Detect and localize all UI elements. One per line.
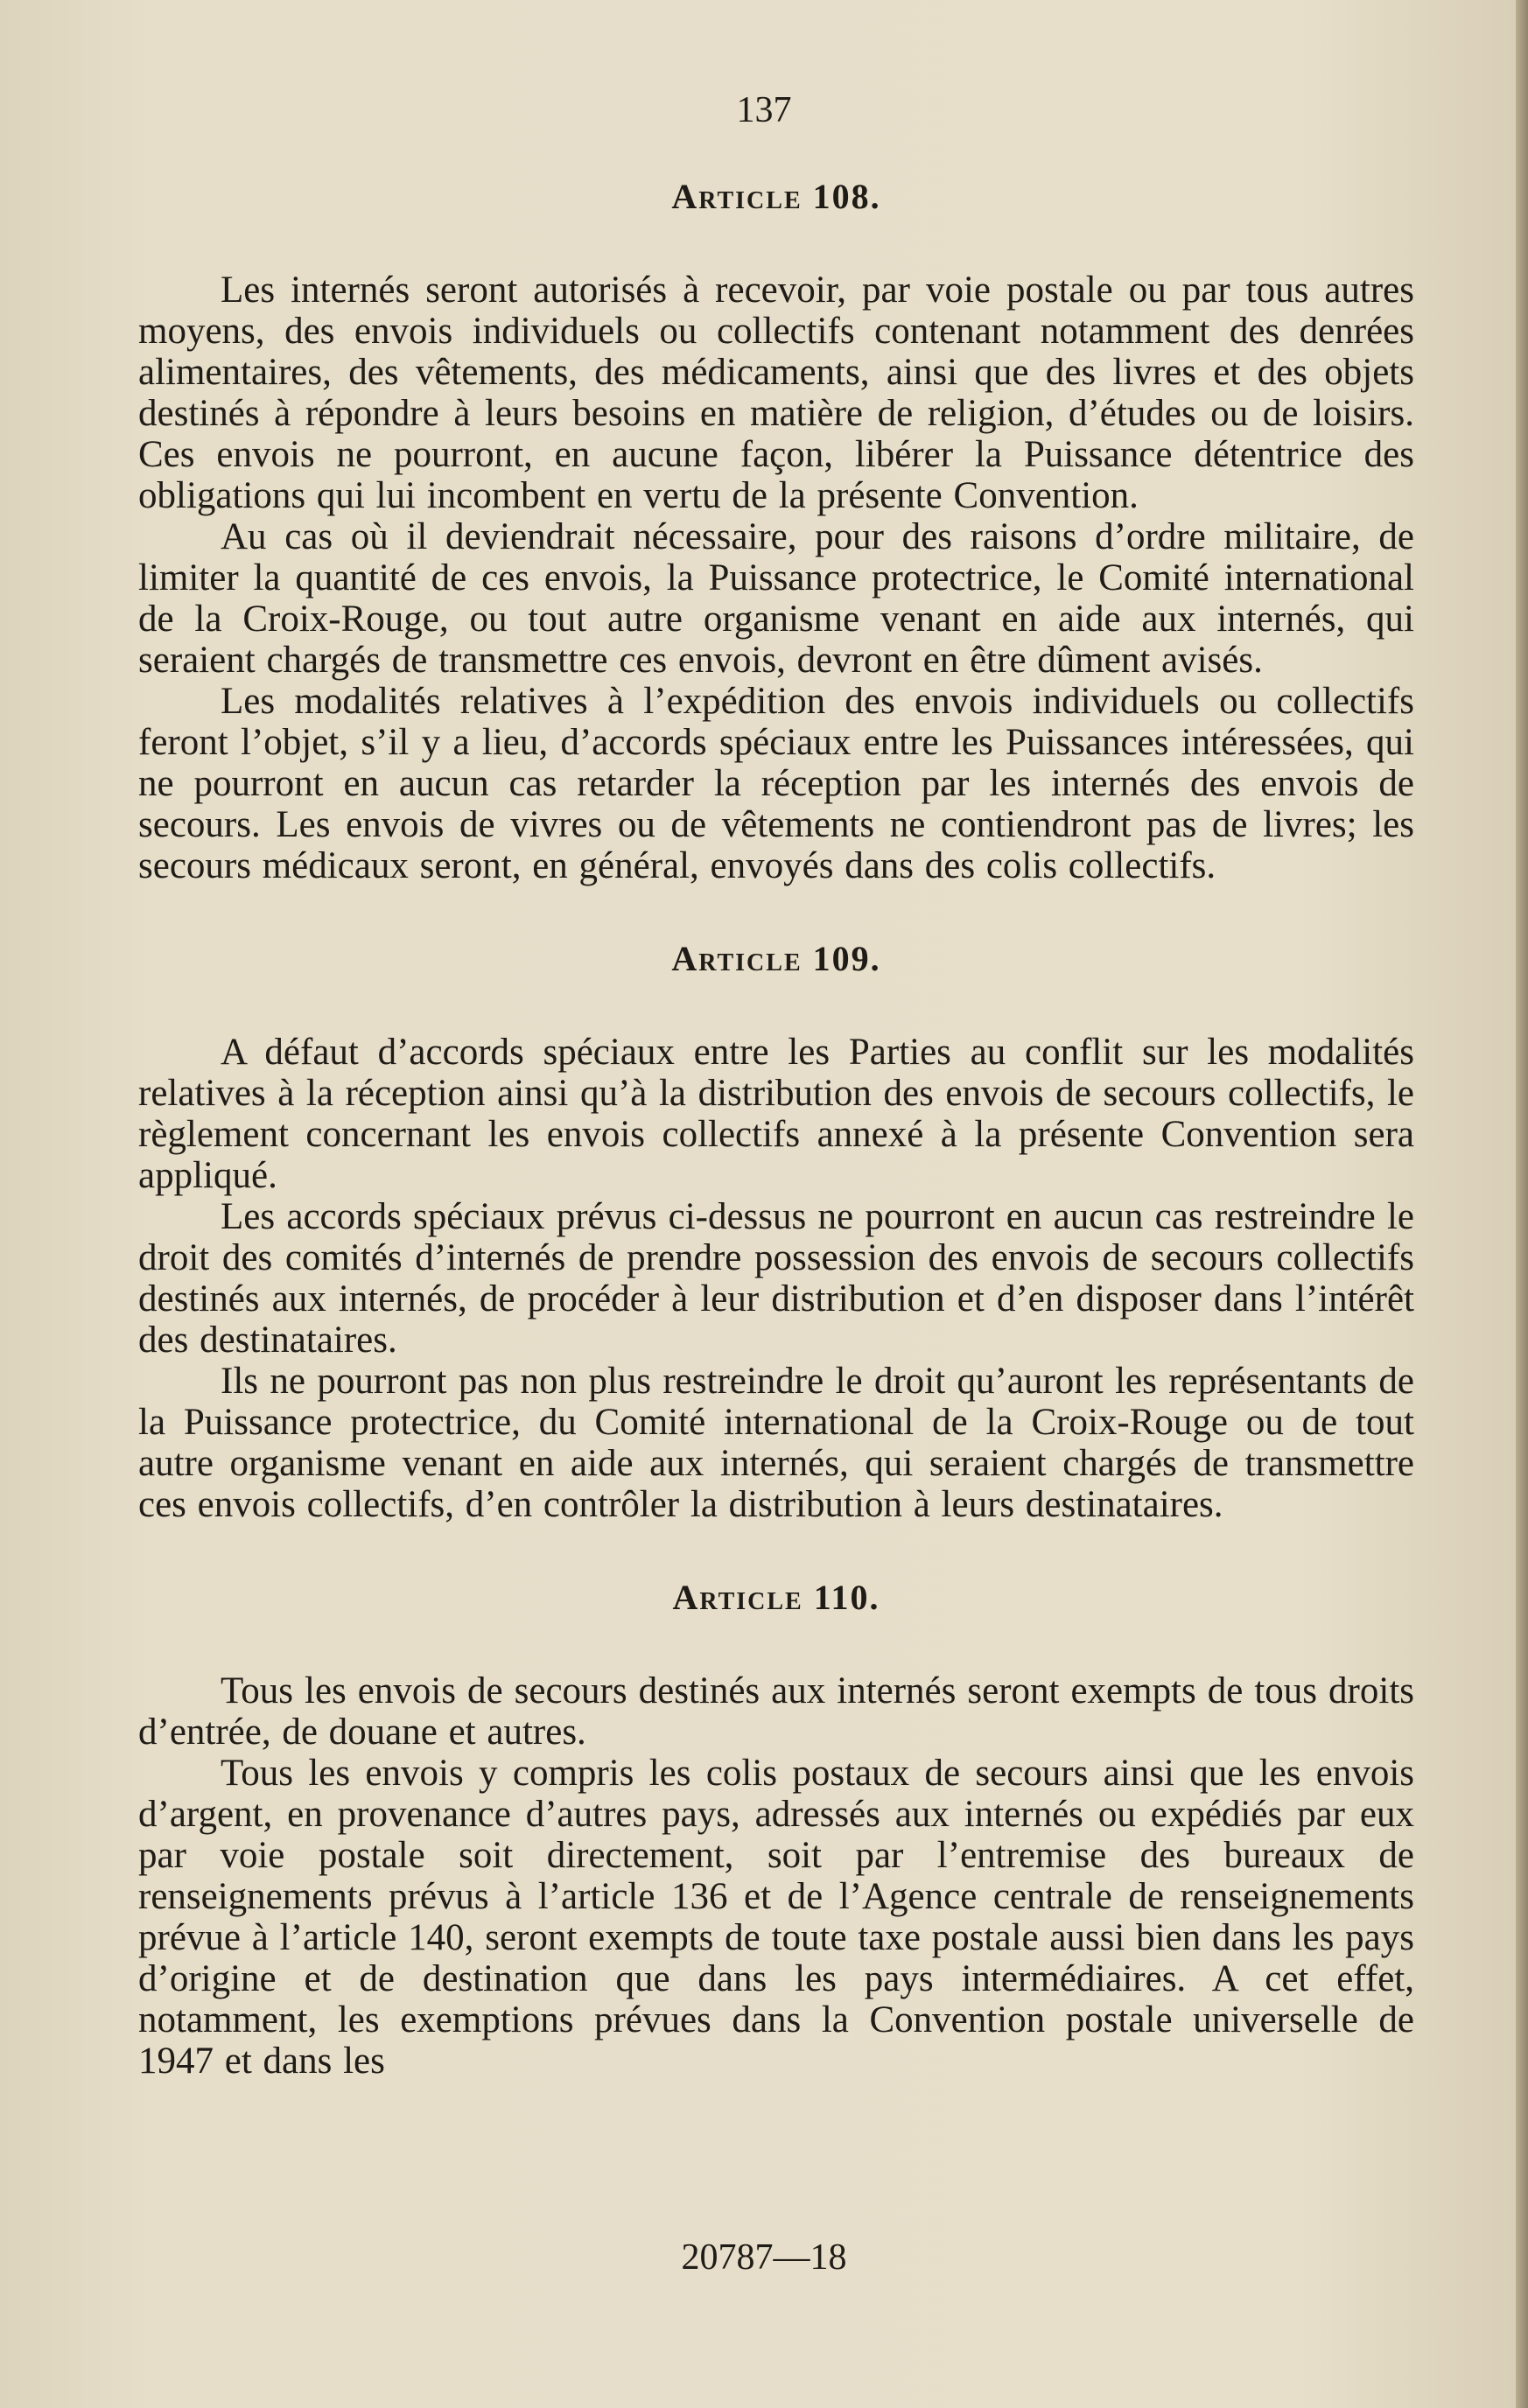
article-paragraph: Ils ne pourront pas non plus restreindre le droit qu’auront les représentants de la Puissance protectrice, du Comité international de la Croix-Rouge ou de tout autre organisme venant en aide aux internés, qui seraient chargés de transmettre ces envois collectifs, d’en contrôler la distribution à leurs destinataires. <box>138 1361 1414 1525</box>
article-heading: Article 109. <box>671 939 881 978</box>
article-108 <box>138 175 1414 886</box>
article-paragraph: Les modalités relatives à l’expédition des envois individuels ou collectifs feront l’objet, s’il y a lieu, d’accords spéciaux entre les Puissances intéressées, qui ne pourront en aucun cas retarder la réception par les internés des envois de secours. Les envois de vivres ou de vêtements ne contiendront pas de livres; les secours médicaux seront, en général, envoyés dans des colis collectifs. <box>138 681 1414 886</box>
article-heading: Article 110. <box>672 1578 880 1617</box>
article-paragraph: Les accords spéciaux prévus ci-dessus ne pourront en aucun cas restreindre le droit des comités d’internés de prendre possession des envois de secours collectifs destinés aux internés, de procéder à leur distribution et d’en disposer dans l’intérêt des destinataires. <box>138 1196 1414 1361</box>
page-content <box>138 175 1414 2082</box>
page-edge <box>1516 0 1528 2408</box>
article-paragraph: Les internés seront autorisés à recevoir, par voie postale ou par tous autres moyens, des envois individuels ou collectifs contenant notamment des denrées alimentaires, des vêtements, des médicaments, ainsi que des livres et des objets destinés à répondre à leurs besoins en matière de religion, d’études ou de loisirs. Ces envois ne pourront, en aucune façon, libérer la Puissance détentrice des obligations qui lui incombent en vertu de la présente Convention. <box>138 270 1414 516</box>
article-paragraph: Tous les envois de secours destinés aux internés seront exempts de tous droits d’entrée, de douane et autres. <box>138 1670 1414 1753</box>
article-paragraph: Tous les envois y compris les colis postaux de secours ainsi que les envois d’argent, en provenance d’autres pays, adressés aux internés ou expédiés par eux par voie postale soit directement, soit par l’entremise des bureaux de renseignements prévus à l’article 136 et de l’Agence centrale de renseignements prévue à l’article 140, seront exempts de toute taxe postale aussi bien dans les pays d’origine et de destination que dans les pays intermédiaires. A cet effet, notamment, les exemptions prévues dans la Convention postale universelle de 1947 et dans les <box>138 1753 1414 2082</box>
article-110 <box>138 1576 1414 2082</box>
article-paragraph: A défaut d’accords spéciaux entre les Parties au conflit sur les modalités relatives à la réception ainsi qu’à la distribution des envois de secours collectifs, le règlement concernant les envois collectifs annexé à la présente Convention sera appliqué. <box>138 1032 1414 1196</box>
article-paragraph: Au cas où il deviendrait nécessaire, pour des raisons d’ordre militaire, de limiter la quantité de ces envois, la Puissance protectrice, le Comité international de la Croix-Rouge, ou tout autre organisme venant en aide aux internés, qui seraient chargés de transmettre ces envois, devront en être dûment avisés. <box>138 516 1414 681</box>
page-number: 137 <box>736 90 792 130</box>
article-109 <box>138 937 1414 1525</box>
printer-code: 20787—18 <box>681 2237 847 2278</box>
article-heading: Article 108. <box>671 177 881 216</box>
